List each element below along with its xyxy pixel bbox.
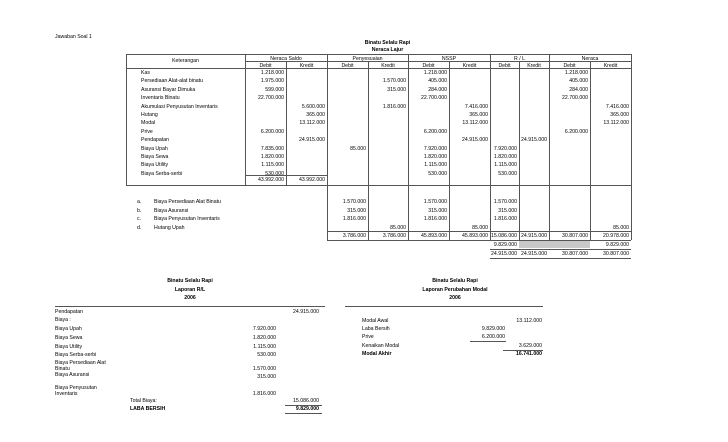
is-pendapatan-label: Pendapatan	[55, 309, 83, 315]
debit-header: Debit	[259, 63, 272, 69]
worksheet-total: 24.915.000	[521, 233, 547, 239]
column-divider	[126, 54, 127, 185]
rule-line	[285, 413, 322, 414]
worksheet-cell: 22.700.000	[421, 95, 447, 102]
is-expense-value: 7.920.000	[252, 326, 276, 332]
shaded-cell	[519, 241, 549, 248]
col-keterangan: Keterangan	[172, 58, 199, 64]
worksheet-cell: 85.000	[472, 224, 488, 231]
worksheet-cell: 13.112.000	[299, 120, 325, 127]
worksheet-cell: 405.000	[428, 78, 447, 85]
worksheet-cell: 7.920.000	[423, 145, 447, 152]
ns-total-debit: 43.992.000	[258, 177, 284, 183]
is-biaya-label: Biaya :	[55, 317, 71, 323]
group-header: Neraca	[581, 56, 599, 62]
is-title: Laporan R/L	[174, 287, 206, 293]
is-expense-label: Biaya Asuransi	[55, 372, 90, 378]
rule-line	[490, 249, 631, 250]
group-header: Neraca Saldo	[270, 56, 302, 62]
column-divider	[549, 61, 550, 241]
worksheet-cell: 315.000	[387, 86, 406, 93]
worksheet-cell: 530.000	[428, 170, 447, 177]
worksheet-cell: 7.920.000	[493, 145, 517, 152]
adjustment-label: Biaya Asuransi	[154, 207, 189, 214]
worksheet-cell: 1.570.000	[493, 199, 517, 205]
adjustment-letter: c.	[137, 216, 142, 223]
worksheet-company: Binatu Selalu Rapi	[364, 40, 411, 46]
is-expense-value: 530.000	[257, 352, 276, 358]
worksheet-cell: 1.218.000	[260, 70, 284, 76]
worksheet-cell: 284.000	[428, 86, 447, 93]
worksheet-cell: 1.218.000	[564, 70, 588, 76]
debit-header: Debit	[341, 63, 354, 69]
worksheet-cell: 530.000	[265, 170, 284, 177]
worksheet-cell: 530.000	[498, 170, 517, 177]
worksheet-cell: 5.600.000	[301, 103, 325, 110]
worksheet-cell: 7.416.000	[605, 103, 629, 110]
is-expense-label: Biaya Utility	[55, 344, 83, 350]
worksheet-total: 3.786.000	[342, 233, 366, 239]
worksheet-cell: 1.115.000	[261, 162, 284, 169]
es-kenaikan-label: Kenaikan Modal	[362, 343, 400, 349]
worksheet-cell: 24.915.000	[521, 137, 547, 144]
worksheet-cell: 7.416.000	[464, 103, 488, 110]
rule-line	[126, 54, 631, 55]
worksheet-cell: 315.000	[428, 207, 447, 214]
worksheet-cell: 85.000	[350, 145, 366, 152]
worksheet-cell: 1.816.000	[493, 216, 517, 223]
column-divider	[449, 61, 450, 241]
adjustment-letter: a.	[137, 199, 142, 205]
adjustment-letter: d.	[137, 224, 142, 231]
worksheet-total: 3.786.000	[382, 233, 406, 239]
worksheet-cell: 1.218.000	[423, 70, 447, 76]
is-expense-value: 1.816.000	[252, 391, 276, 397]
es-modal-awal-label: Modal Awal	[362, 318, 389, 324]
is-laba-label: LABA BERSIH	[130, 406, 166, 412]
kredit-header: Kredit	[527, 63, 541, 69]
column-divider	[631, 54, 632, 240]
es-laba-value: 9.829.000	[481, 326, 505, 332]
es-modal-akhir-label: Modal Akhir	[362, 351, 392, 357]
es-title: Laporan Perubahan Modal	[422, 287, 488, 293]
is-expense-value: 1.820.000	[252, 335, 276, 341]
worksheet-cell: 1.820.000	[260, 154, 284, 160]
debit-header: Debit	[498, 63, 511, 69]
worksheet-cell: 599.000	[265, 86, 284, 93]
rule-line	[327, 231, 631, 232]
is-expense-value: 315.000	[257, 374, 276, 380]
worksheet-cell: 1.115.000	[424, 162, 447, 169]
is-total-biaya-label: Total Biaya:	[130, 398, 157, 404]
es-company: Binatu Selalu Rapi	[432, 278, 478, 284]
worksheet-cell: 1.820.000	[423, 154, 447, 160]
rule-line	[490, 258, 631, 259]
worksheet-cell: 13.112.000	[462, 120, 488, 127]
worksheet-total: 45.893.000	[421, 233, 447, 239]
worksheet-cell: 405.000	[569, 78, 588, 85]
is-expense-label: Biaya Serba-serbi	[55, 352, 97, 358]
kredit-header: Kredit	[299, 63, 314, 69]
is-pendapatan-value: 24.915.000	[293, 309, 319, 315]
worksheet-row-label: Persediaan Alat-alat binatu	[141, 78, 204, 85]
shaded-cell	[549, 241, 590, 248]
worksheet-cell: 315.000	[498, 207, 517, 214]
worksheet-cell: 365.000	[610, 112, 629, 118]
header-note: Jawaban Soal 1	[55, 34, 92, 40]
worksheet-cell: 1.115.000	[494, 162, 517, 169]
worksheet-cell: 1.570.000	[342, 199, 366, 205]
worksheet-cell: 24.915.000	[462, 137, 488, 144]
column-divider	[245, 54, 246, 61]
worksheet-cell: 365.000	[469, 112, 488, 118]
worksheet-cell: 6.200.000	[564, 128, 588, 135]
adjustment-label: Hutang Upah	[154, 224, 185, 231]
is-laba-value: 9.829.000	[295, 406, 319, 412]
es-laba-label: Laba Bersih	[362, 326, 390, 332]
worksheet-cell: 1.816.000	[423, 216, 447, 223]
is-expense-label: Biaya Persediaan Alat Binatu	[55, 360, 106, 372]
laba-neraca-kredit: 9.829.000	[605, 242, 629, 248]
ns-total-kredit: 43.992.000	[299, 177, 325, 183]
kredit-header: Kredit	[462, 63, 477, 69]
rule-line	[345, 306, 543, 307]
worksheet-cell: 365.000	[306, 112, 325, 118]
worksheet-cell: 1.570.000	[382, 78, 406, 85]
kredit-header: Kredit	[603, 63, 618, 69]
column-divider	[519, 61, 520, 241]
worksheet-cell: 85.000	[390, 224, 406, 231]
worksheet-row-label: Asuransi Bayar Dimuka	[141, 86, 196, 93]
column-divider	[590, 61, 591, 241]
column-divider	[245, 61, 246, 185]
kredit-header: Kredit	[381, 63, 395, 69]
worksheet-cell: 284.000	[569, 86, 588, 93]
group-header: NSSP	[441, 56, 457, 62]
column-divider	[490, 54, 491, 61]
worksheet-row-label: Inventaris Binatu	[141, 95, 180, 102]
adjustment-label: Biaya Penyusutan Inventaris	[154, 216, 220, 223]
is-total-biaya-value: 15.086.000	[293, 398, 319, 404]
is-expense-label: Biaya Sewa	[55, 335, 83, 341]
worksheet-row-label: Kas	[141, 70, 150, 76]
column-divider	[286, 61, 287, 185]
es-year: 2006	[449, 295, 461, 301]
is-expense-label: Biaya Penyusutan Inventaris	[55, 385, 97, 397]
worksheet-title: Neraca Lajur	[371, 47, 404, 53]
debit-header: Debit	[563, 63, 576, 69]
worksheet-row-label: Biaya Serba-serbi	[141, 170, 183, 177]
rule-line	[470, 341, 506, 342]
column-divider	[327, 54, 328, 61]
grand-nr-kredit: 30.807.000	[603, 251, 629, 257]
worksheet-total: 20.978.000	[603, 233, 629, 239]
worksheet-cell: 1.975.000	[260, 78, 284, 85]
worksheet-row-label: Biaya Sewa	[141, 154, 169, 160]
worksheet-row-label: Modal	[141, 120, 156, 127]
worksheet-cell: 22.700.000	[258, 95, 284, 102]
column-divider	[490, 61, 491, 241]
adjustment-label: Biaya Persediaan Alat Binatu	[154, 199, 221, 205]
grand-rl-kredit: 24.915.000	[521, 251, 547, 257]
es-kenaikan-value: 3.629.000	[518, 343, 542, 349]
worksheet-cell: 6.200.000	[423, 128, 447, 135]
grand-rl-debit: 24.915.000	[491, 251, 517, 257]
worksheet-row-label: Biaya Utility	[141, 162, 169, 169]
is-expense-value: 1.570.000	[252, 366, 276, 372]
rule-line	[55, 306, 325, 307]
worksheet-total: 30.807.000	[562, 233, 588, 239]
worksheet-row-label: Prive	[141, 128, 153, 135]
worksheet-cell: 85.000	[613, 224, 629, 231]
is-year: 2006	[184, 295, 196, 301]
es-prive-label: Prive	[362, 334, 374, 340]
es-modal-awal-value: 13.112.000	[516, 318, 542, 324]
worksheet-total: 45.893.000	[462, 233, 488, 239]
is-company: Binatu Selalu Rapi	[167, 278, 213, 284]
worksheet-row-label: Biaya Upah	[141, 145, 168, 152]
worksheet-cell: 1.816.000	[342, 216, 366, 223]
is-expense-label: Biaya Upah	[55, 326, 82, 332]
worksheet-cell: 315.000	[347, 207, 366, 214]
column-divider	[408, 61, 409, 241]
group-header: R / L	[514, 56, 525, 62]
is-expense-value: 1.115.000	[253, 344, 276, 350]
group-header: Penyesuaian	[352, 56, 383, 62]
column-divider	[408, 54, 409, 61]
worksheet-cell: 6.200.000	[260, 128, 284, 135]
worksheet-row-label: Akumulasi Penyusutan Inventaris	[141, 103, 218, 110]
worksheet-cell: 24.915.000	[299, 137, 325, 144]
laba-rl-debit: 9.829.000	[493, 242, 517, 248]
worksheet-total: 15.086.000	[491, 233, 517, 239]
column-divider	[368, 61, 369, 241]
worksheet-cell: 1.816.000	[382, 103, 406, 110]
column-divider	[549, 54, 550, 61]
worksheet-cell: 1.570.000	[423, 199, 447, 205]
es-prive-value: 6.200.000	[481, 334, 505, 340]
worksheet-cell: 7.835.000	[260, 145, 284, 152]
worksheet-row-label: Hutang	[141, 112, 158, 118]
column-divider	[327, 61, 328, 241]
grand-nr-debit: 30.807.000	[562, 251, 588, 257]
worksheet-cell: 13.112.000	[603, 120, 629, 127]
rule-line	[126, 185, 631, 186]
adjustment-letter: b.	[137, 207, 142, 214]
worksheet-cell: 22.700.000	[562, 95, 588, 102]
es-modal-akhir-value: 16.741.000	[516, 351, 542, 357]
worksheet-row-label: Pendapatan	[141, 137, 169, 144]
debit-header: Debit	[422, 63, 435, 69]
worksheet-cell: 1.820.000	[493, 154, 517, 160]
